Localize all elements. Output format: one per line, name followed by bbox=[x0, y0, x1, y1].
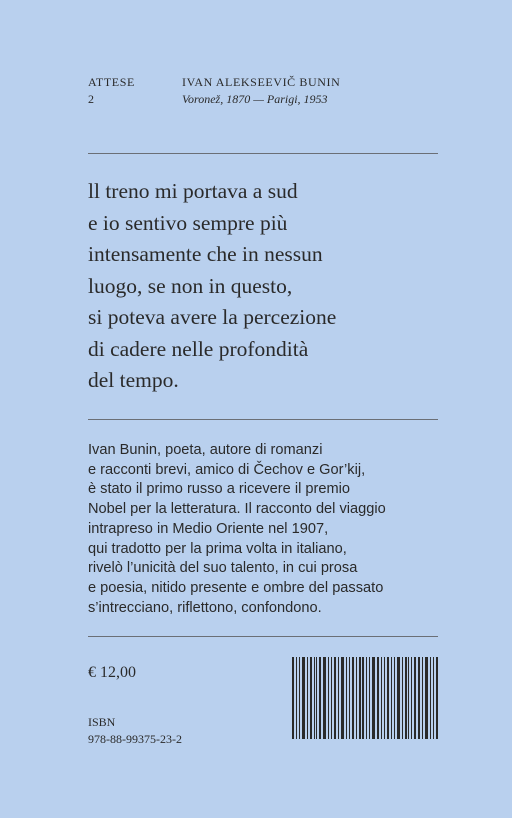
author-dates: Voronež, 1870 — Parigi, 1953 bbox=[182, 92, 328, 106]
barcode-bar bbox=[384, 657, 385, 739]
barcode-bar bbox=[292, 657, 294, 739]
barcode-bar bbox=[307, 657, 308, 739]
quote-line: intensamente che in nessun bbox=[88, 242, 323, 266]
isbn-label: ISBN bbox=[88, 715, 116, 729]
barcode-bar bbox=[334, 657, 336, 739]
quote bbox=[88, 176, 448, 397]
barcode-bar bbox=[349, 657, 350, 739]
author-name: IVAN ALEKSEEVIČ BUNIN bbox=[182, 75, 341, 89]
barcode-bar bbox=[372, 657, 375, 739]
blurb-line: qui tradotto per la prima volta in italiano, bbox=[88, 540, 347, 557]
quote-line: del tempo. bbox=[88, 368, 179, 392]
barcode-bar bbox=[436, 657, 438, 739]
blurb-line: rivelò l’unicità del suo talento, in cui prosa bbox=[88, 560, 358, 577]
barcode-bar bbox=[422, 657, 423, 739]
barcode-bar bbox=[425, 657, 428, 739]
barcode-bar bbox=[397, 657, 400, 739]
quote-line: di cadere nelle profondità bbox=[88, 336, 309, 361]
barcode-bar bbox=[352, 657, 354, 739]
barcode-bar bbox=[356, 657, 357, 739]
blurb-line: intrapreso in Medio Oriente nel 1907, bbox=[88, 520, 329, 537]
barcode-bar bbox=[366, 657, 367, 739]
barcode-bar bbox=[369, 657, 370, 739]
quote-line: ll treno mi portava a sud bbox=[88, 179, 298, 203]
barcode-bar bbox=[328, 657, 329, 739]
isbn-block bbox=[88, 714, 182, 748]
quote-line: luogo, se non in questo, bbox=[88, 273, 293, 298]
barcode-bar bbox=[362, 657, 364, 739]
blurb-line: e poesia, nitido presente e ombre del passato bbox=[88, 579, 384, 596]
barcode-bar bbox=[402, 657, 403, 739]
barcode-bar bbox=[316, 657, 317, 739]
barcode-bar bbox=[346, 657, 347, 739]
blurb bbox=[88, 441, 448, 618]
barcode-bar bbox=[299, 657, 300, 739]
quote-line: si poteva avere la percezione bbox=[88, 305, 337, 329]
barcode-bar bbox=[296, 657, 297, 739]
barcode-bar bbox=[302, 657, 305, 739]
series-name: ATTESE bbox=[88, 75, 135, 89]
barcode-bar bbox=[323, 657, 326, 739]
barcode bbox=[292, 657, 438, 739]
barcode-bar bbox=[391, 657, 392, 739]
barcode-bar bbox=[433, 657, 434, 739]
barcode-bar bbox=[408, 657, 409, 739]
barcode-bar bbox=[394, 657, 395, 739]
blurb-line: Nobel per la letteratura. Il racconto del viaggio bbox=[88, 501, 386, 518]
blurb-line: s’intrecciano, riflettono, confondono. bbox=[88, 599, 322, 616]
quote-line: e io sentivo sempre più bbox=[88, 210, 288, 235]
barcode-bar bbox=[338, 657, 339, 739]
barcode-bar bbox=[310, 657, 312, 739]
price: € 12,00 bbox=[88, 664, 136, 681]
barcode-bar bbox=[359, 657, 361, 739]
barcode-bar bbox=[405, 657, 407, 739]
barcode-bar bbox=[381, 657, 382, 739]
divider-top bbox=[88, 153, 438, 154]
barcode-bar bbox=[314, 657, 315, 739]
divider-bottom bbox=[88, 636, 438, 637]
barcode-bar bbox=[319, 657, 321, 739]
series-number: 2 bbox=[88, 92, 94, 106]
divider-middle bbox=[88, 419, 438, 420]
barcode-bar bbox=[430, 657, 431, 739]
blurb-line: Ivan Bunin, poeta, autore di romanzi bbox=[88, 442, 323, 458]
barcode-bar bbox=[411, 657, 412, 739]
barcode-bar bbox=[418, 657, 420, 739]
barcode-bar bbox=[414, 657, 416, 739]
barcode-bar bbox=[331, 657, 332, 739]
blurb-line: è stato il primo russo a ricevere il premio bbox=[88, 481, 350, 498]
barcode-bar bbox=[341, 657, 344, 739]
blurb-line: e racconti brevi, amico di Čechov e Gor’kij, bbox=[88, 461, 366, 478]
isbn-number: 978-88-99375-23-2 bbox=[88, 732, 182, 746]
barcode-bar bbox=[377, 657, 379, 739]
barcode-bar bbox=[387, 657, 389, 739]
